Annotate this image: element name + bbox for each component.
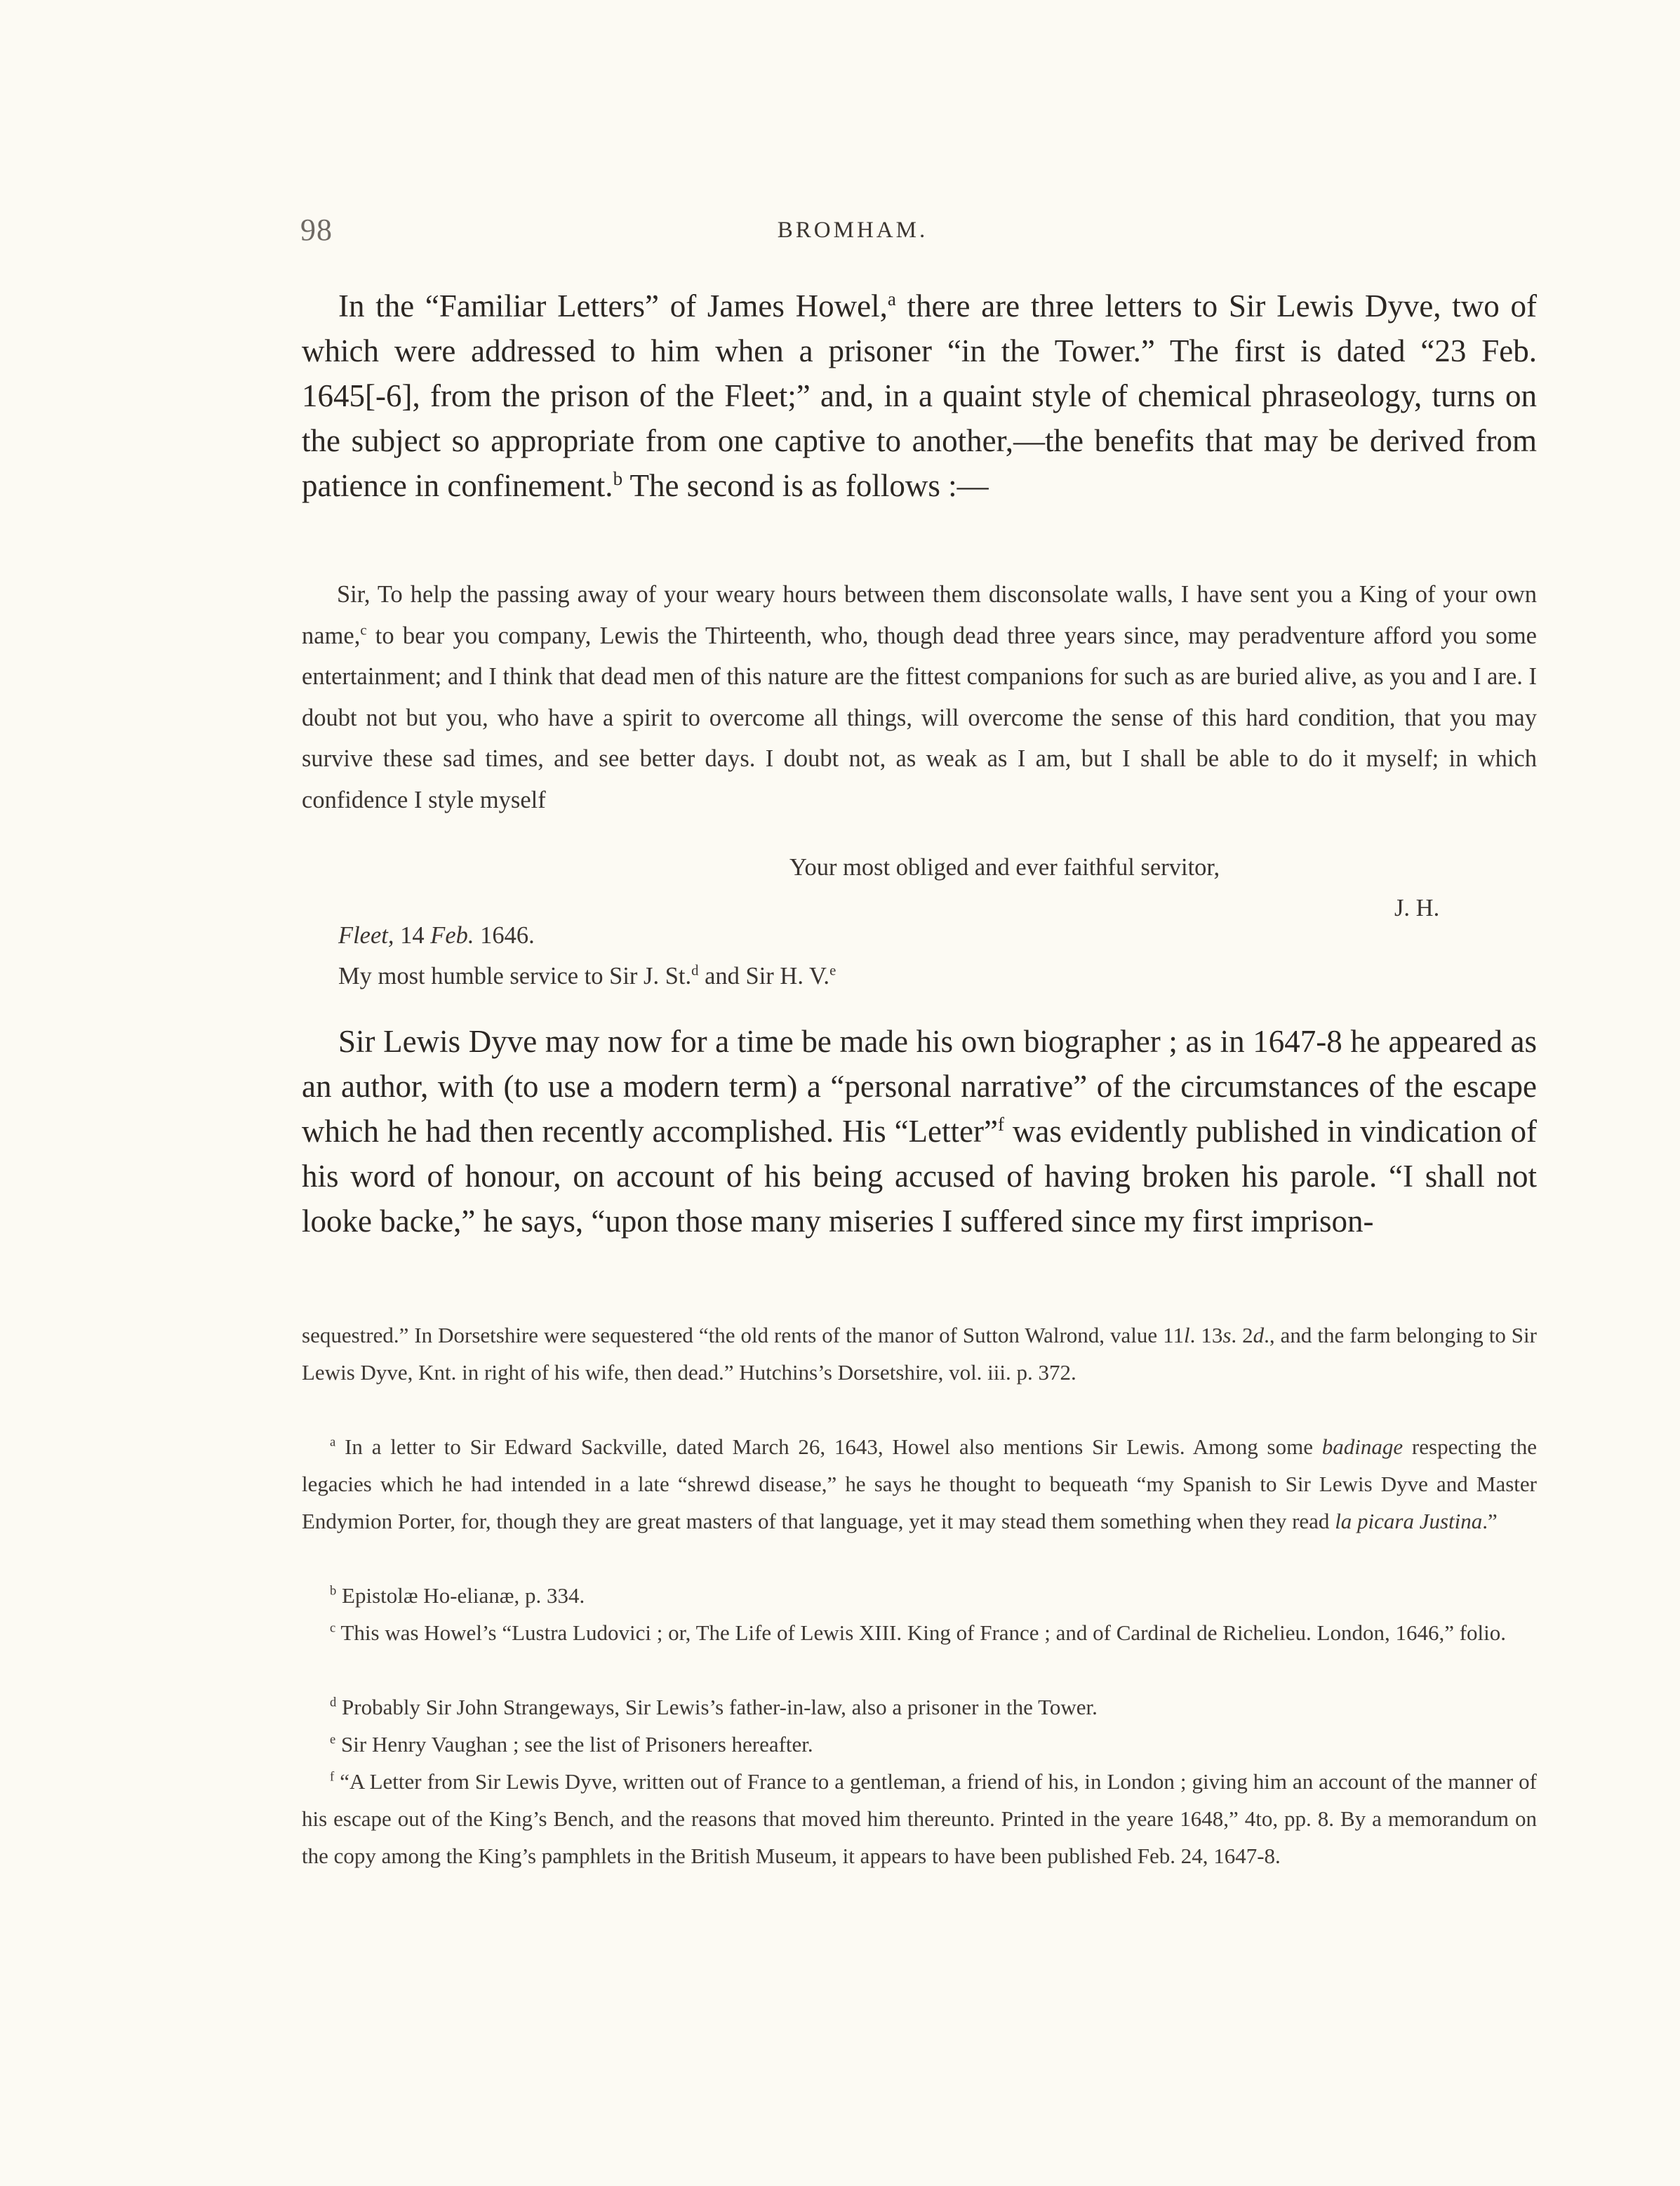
footnote-c: $^c$ This was Howel’s “Lustra Ludovici ; or, The Life of Lewis XIII. King of France ; and of Cardinal de Richelieu. London, 1646,” folio.: [330, 1620, 1507, 1645]
letter-postscript: My most humble service to Sir J. St.$^d$ and Sir H. V.$^e$: [338, 963, 836, 989]
footnote-ref-c: c: [360, 622, 367, 638]
footnote-b: $^b$ Epistolæ Ho-elianæ, p. 334.: [330, 1583, 585, 1608]
body-paragraph-1: In the “Familiar Letters” of James Howel,$^a$ there are three letters to Sir Lewis Dyve, two of which were addressed to him when a prisoner “in the Tower.” The first is dated “23 Feb. 1645[-6], from the prison of the Fleet;” and, in a quaint style of chemical phraseology, turns on the subject so appropriate from one captive to another,—the benefits that may be derived from patience in confinement.$^b$ The second is as follows :—: [302, 288, 1537, 503]
footnote-continuation: sequestred.” In Dorsetshire were sequestered “the old rents of the manor of Sutton Walrond, value 11l. 13s. 2d., and the farm belonging to Sir Lewis Dyve, Knt. in right of his wife, then dead.” Hutchins’s Dorsetshire, vol. iii. p. 372.: [302, 1323, 1537, 1385]
footnote-a: $^a$ In a letter to Sir Edward Sackville, dated March 26, 1643, Howel also mentions Sir Lewis. Among some badinage respecting the legacies which he had intended in a late “shrewd disease,” he says he thought to bequeath “my Spanish to Sir Lewis Dyve and Master Endymion Porter, for, though they are great masters of that language, yet it may stead them something when they read la picara Justina.”: [302, 1434, 1537, 1533]
footnote-d: $^d$ Probably Sir John Strangeways, Sir Lewis’s father-in-law, also a prisoner in the Tower.: [330, 1695, 1098, 1719]
letter-dateline: Fleet, 14 Feb. 1646.: [338, 922, 535, 949]
footnote-ref-b: b: [613, 468, 623, 489]
quoted-letter: Sir, To help the passing away of your weary hours between them disconsolate walls, I have sent you a King of your own name,$^c$ to bear you company, Lewis the Thirteenth, who, though dead three years since, may peradventure afford you some entertainment; and I think that dead men of this nature are the fittest companions for such as are buried alive, as you and I are. I doubt not but you, who have a spirit to overcome all things, will overcome the sense of this hard condition, that you may survive these sad times, and see better days. I doubt not, as weak as I am, but I shall be able to do it myself; in which confidence I style myself: [302, 581, 1537, 813]
footnote-ref-e: e: [829, 963, 836, 979]
page-number: 98: [300, 213, 333, 247]
footnote-ref-f: f: [997, 1114, 1004, 1135]
body-paragraph-2: Sir Lewis Dyve may now for a time be made his own biographer ; as in 1647-8 he appeared as an author, with (to use a modern term) a “personal narrative” of the circumstances of the escape which he had then recently accomplished. His “Letter”$^f$ was evidently published in vindication of his word of honour, on account of his being accused of having broken his parole. “I shall not looke backe,” he says, “upon those many miseries I suffered since my first imprison-: [302, 1024, 1538, 1239]
running-head: BROMHAM.: [777, 218, 928, 243]
letter-closing: Your most obliged and ever faithful servitor,: [789, 854, 1220, 881]
footnote-ref-a: a: [887, 288, 896, 309]
footnote-ref-d: d: [691, 963, 699, 979]
letter-signature: J. H.: [1394, 895, 1440, 921]
footnote-e: $^e$ Sir Henry Vaughan ; see the list of Prisoners hereafter.: [330, 1732, 813, 1757]
footnote-f: $^f$ “A Letter from Sir Lewis Dyve, written out of France to a gentleman, a friend of his, in London ; giving him an account of the manner of his escape out of the King’s Bench, and the reasons that moved him thereunto. Printed in the yeare 1648,” 4to, pp. 8. By a memorandum on the copy among the King’s pamphlets in the British Museum, it appears to have been published Feb. 24, 1647-8.: [302, 1769, 1537, 1868]
